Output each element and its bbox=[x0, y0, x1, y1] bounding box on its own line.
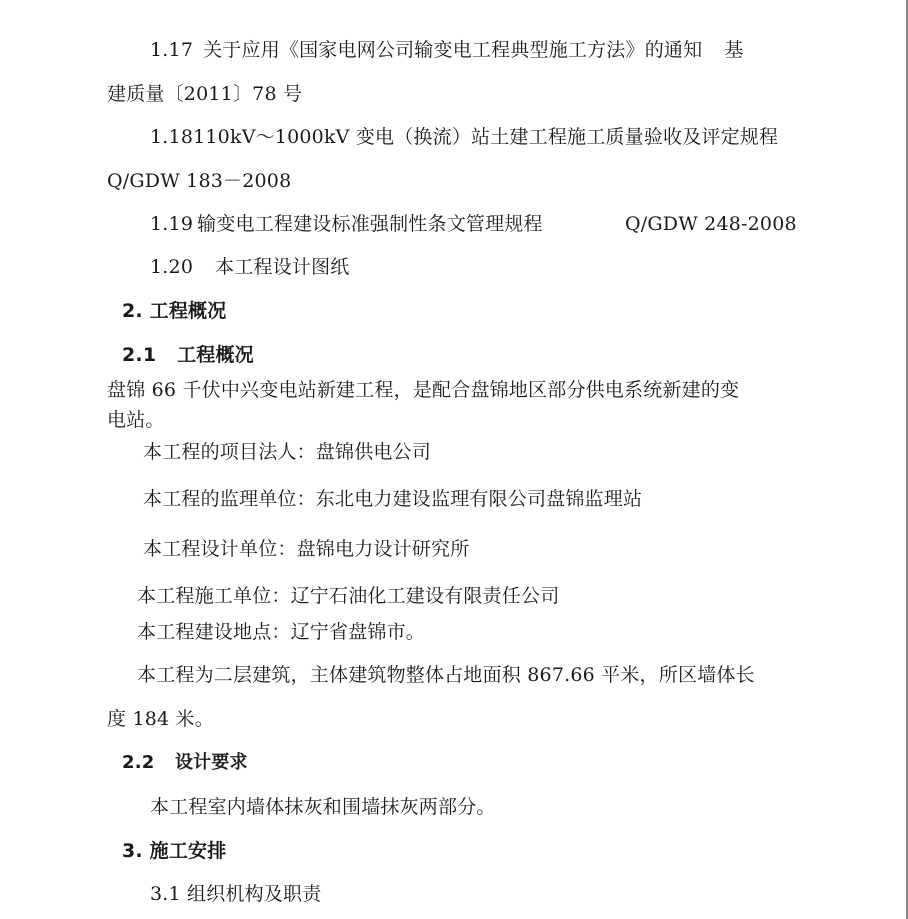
reference-title: 关于应用《国家电网公司输变电工程典型施工方法》的通知 bbox=[203, 39, 703, 61]
section-heading: 2. 工程概况 bbox=[122, 300, 227, 322]
reference-item bbox=[150, 255, 350, 279]
project-scale-continued: 度 184 米。 bbox=[107, 708, 214, 730]
project-location: 本工程建设地点：辽宁省盘锦市。 bbox=[137, 621, 426, 643]
section-heading: 3. 施工安排 bbox=[122, 840, 227, 862]
reference-code: 基 bbox=[724, 39, 744, 61]
reference-item bbox=[150, 212, 543, 236]
project-owner: 本工程的项目法人：盘锦供电公司 bbox=[143, 441, 432, 463]
reference-item-continued bbox=[107, 169, 291, 193]
project-supervisor: 本工程的监理单位：东北电力建设监理有限公司盘锦监理站 bbox=[143, 488, 643, 510]
reference-item bbox=[150, 38, 744, 62]
reference-item-continued bbox=[107, 82, 302, 106]
reference-code-column bbox=[625, 212, 797, 236]
reference-code: Q/GDW 248-2008 bbox=[625, 213, 797, 235]
reference-title: 本工程设计图纸 bbox=[215, 256, 350, 278]
reference-number: 1.18 bbox=[150, 126, 194, 148]
reference-number: 1.17 bbox=[150, 39, 194, 61]
reference-title: 110kV～1000kV 变电（换流）站土建工程施工质量验收及评定规程 bbox=[193, 126, 779, 148]
reference-number: 1.20 bbox=[150, 256, 194, 278]
project-contractor: 本工程施工单位：辽宁石油化工建设有限责任公司 bbox=[137, 585, 560, 607]
project-description: 盘锦 66 千伏中兴变电站新建工程，是配合盘锦地区部分供电系统新建的变 bbox=[107, 379, 740, 401]
design-requirement: 本工程室内墙体抹灰和围墙抹灰两部分。 bbox=[150, 796, 496, 818]
reference-code: 建质量〔2011〕78 号 bbox=[107, 83, 303, 105]
subsection-heading: 2.1 工程概况 bbox=[122, 344, 254, 366]
reference-number: 1.19 bbox=[150, 213, 194, 235]
project-description-continued: 电站。 bbox=[107, 409, 165, 431]
subsection-heading: 3.1 组织机构及职责 bbox=[150, 883, 322, 905]
reference-item bbox=[150, 125, 778, 149]
project-scale: 本工程为二层建筑，主体建筑物整体占地面积 867.66 平米，所区墙体长 bbox=[137, 664, 755, 686]
subsection-heading: 2.2 设计要求 bbox=[122, 752, 248, 773]
project-designer: 本工程设计单位：盘锦电力设计研究所 bbox=[143, 538, 470, 560]
reference-code: Q/GDW 183－2008 bbox=[107, 170, 292, 192]
reference-title: 输变电工程建设标准强制性条文管理规程 bbox=[197, 213, 543, 235]
